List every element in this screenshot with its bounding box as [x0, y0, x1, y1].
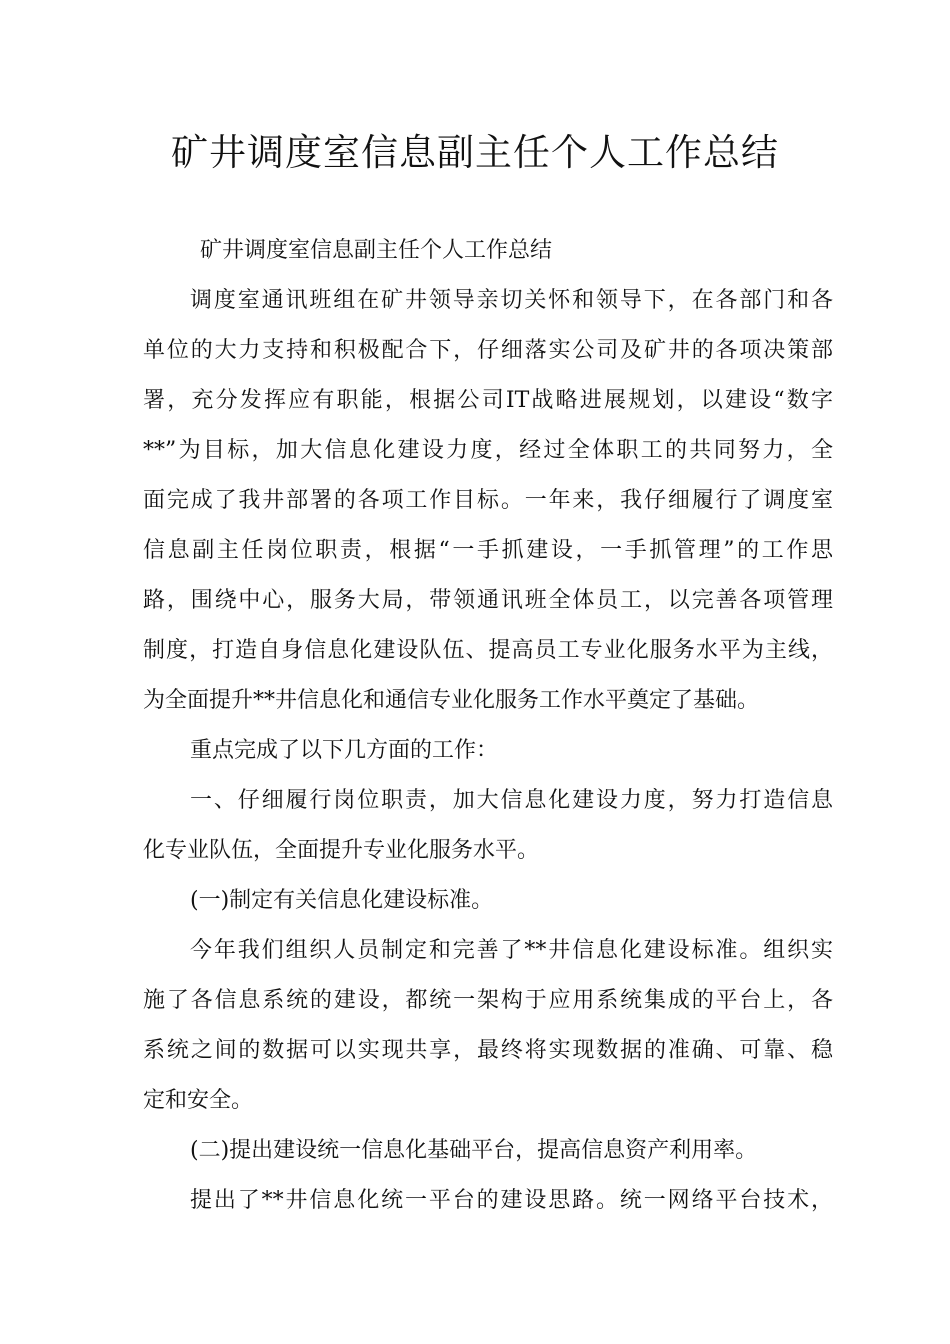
- paragraph-line: 重点完成了以下几方面的工作：: [190, 738, 499, 763]
- section-heading-line: 一、仔细履行岗位职责，加大信息化建设力度，努力打造信息: [190, 788, 833, 813]
- paragraph-line: 路，围绕中心，服务大局，带领通讯班全体员工，以完善各项管理: [143, 588, 833, 613]
- subsection-heading: (一)制定有关信息化建设标准。: [190, 888, 494, 913]
- document-title: 矿井调度室信息副主任个人工作总结: [171, 131, 779, 174]
- document-subtitle: 矿井调度室信息副主任个人工作总结: [200, 238, 553, 263]
- paragraph-line: 面完成了我井部署的各项工作目标。一年来，我仔细履行了调度室: [143, 488, 833, 513]
- paragraph-line: 提出了**井信息化统一平台的建设思路。统一网络平台技术，: [190, 1188, 833, 1213]
- paragraph-line: 定和安全。: [143, 1088, 254, 1113]
- paragraph-line: 信息副主任岗位职责，根据“一手抓建设，一手抓管理”的工作思: [143, 538, 833, 563]
- subsection-heading: (二)提出建设统一信息化基础平台，提高信息资产利用率。: [190, 1138, 758, 1163]
- paragraph-line: **”为目标，加大信息化建设力度，经过全体职工的共同努力，全: [143, 438, 833, 463]
- paragraph-line: 署，充分发挥应有职能，根据公司IT战略进展规划，以建设“数字: [143, 388, 833, 413]
- paragraph-line: 单位的大力支持和积极配合下，仔细落实公司及矿井的各项决策部: [143, 338, 833, 363]
- paragraph-line: 制度，打造自身信息化建设队伍、提高员工专业化服务水平为主线，: [143, 638, 833, 663]
- paragraph-line: 施了各信息系统的建设，都统一架构于应用系统集成的平台上，各: [143, 988, 833, 1013]
- paragraph-line: 为全面提升**井信息化和通信专业化服务工作水平奠定了基础。: [143, 688, 760, 713]
- paragraph-line: 今年我们组织人员制定和完善了**井信息化建设标准。组织实: [190, 938, 833, 963]
- paragraph-line: 调度室通讯班组在矿井领导亲切关怀和领导下，在各部门和各: [190, 288, 833, 313]
- section-heading-line: 化专业队伍，全面提升专业化服务水平。: [143, 838, 540, 863]
- paragraph-line: 系统之间的数据可以实现共享，最终将实现数据的准确、可靠、稳: [143, 1038, 833, 1063]
